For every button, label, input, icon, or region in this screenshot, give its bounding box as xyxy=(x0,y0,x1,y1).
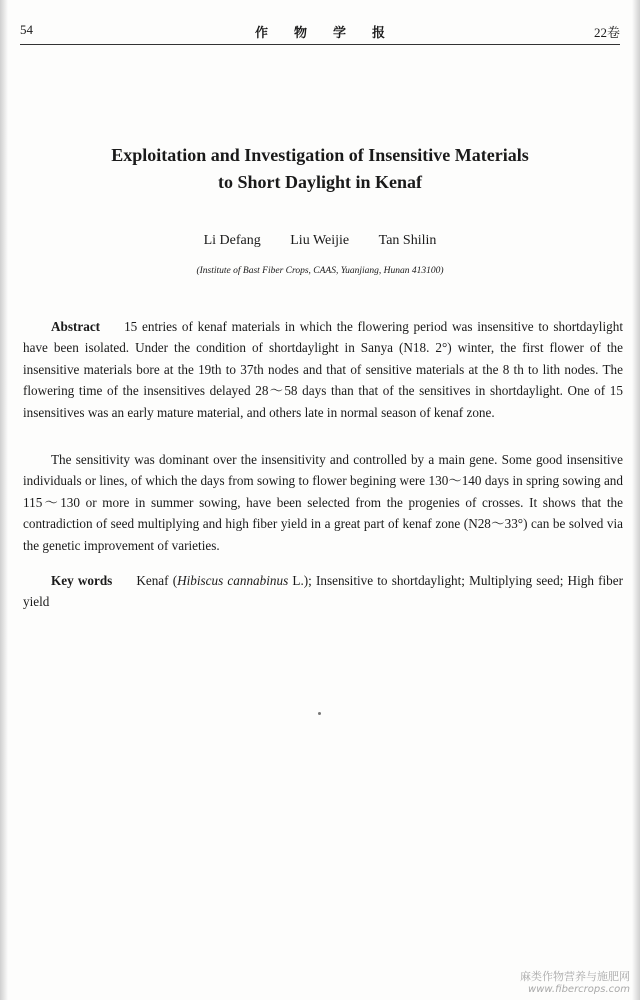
author-list xyxy=(40,233,600,249)
watermark-url: www.fibercrops.com xyxy=(528,984,630,995)
title-line-2: to Short Daylight in Kenaf xyxy=(217,172,422,192)
keywords-text-pre: Kenaf ( xyxy=(136,573,178,588)
abstract-paragraph-2 xyxy=(23,449,623,556)
running-header xyxy=(20,22,620,42)
title-line-1: Exploitation and Investigation of Insensitive Materials xyxy=(111,145,529,165)
watermark-cn: 麻类作物营养与施肥网 xyxy=(520,970,630,983)
page-edge-shadow-left xyxy=(0,0,8,1000)
volume-number: 22卷 xyxy=(593,25,620,40)
keywords-text-post: L.); Insensitive to shortdaylight; Multiplying seed; High fiber yield xyxy=(23,573,623,610)
journal-name: 作物学报 xyxy=(254,25,411,40)
abstract-label: Abstract xyxy=(51,319,101,334)
page-edge-shadow-right xyxy=(632,0,640,1000)
page-number: 54 xyxy=(20,22,33,37)
abstract-text: 15 entries of kenaf materials in which the flowering period was insensitive to shortdaylight have been isolated. Under the condition of shortdaylight in Sanya (N18. 2°) winter, the first flower of the insensitive materials bore at the 19th to 37th nodes and that of sensitive materials at the 8 th to lith nodes. The flowering time of the insensitives delayed 28～58 days than that of the sensitives in shortdaylight. One of 15 insensitives was an early mature material, and others late in normal season of kenaf zone. xyxy=(23,319,623,420)
stray-mark xyxy=(318,712,321,715)
author-name: Li Defang xyxy=(203,233,261,248)
header-rule xyxy=(20,44,620,45)
keywords-paragraph xyxy=(23,570,623,613)
paragraph-2-text: The sensitivity was dominant over the insensitivity and controlled by a main gene. Some good insensitive individuals or lines, of which the days from sowing to flower begining were 130～140 days in spring sowing and 115～130 or more in summer sowing, have been selected from the progenies of crosses. It shows that the contradiction of seed multiplying and high fiber yield in a great part of kenaf zone (N28～33°) can be solved via the genetic improvement of varieties. xyxy=(23,452,623,553)
keywords-label: Key words xyxy=(51,573,113,588)
author-name: Liu Weijie xyxy=(290,233,350,248)
author-affiliation: (Institute of Bast Fiber Crops, CAAS, Yuanjiang, Hunan 413100) xyxy=(196,266,444,276)
keywords-species: Hibiscus cannabinus xyxy=(177,573,289,588)
author-name: Tan Shilin xyxy=(378,233,437,248)
abstract-paragraph xyxy=(23,316,623,423)
watermark xyxy=(520,970,630,996)
paper-title xyxy=(40,142,600,196)
